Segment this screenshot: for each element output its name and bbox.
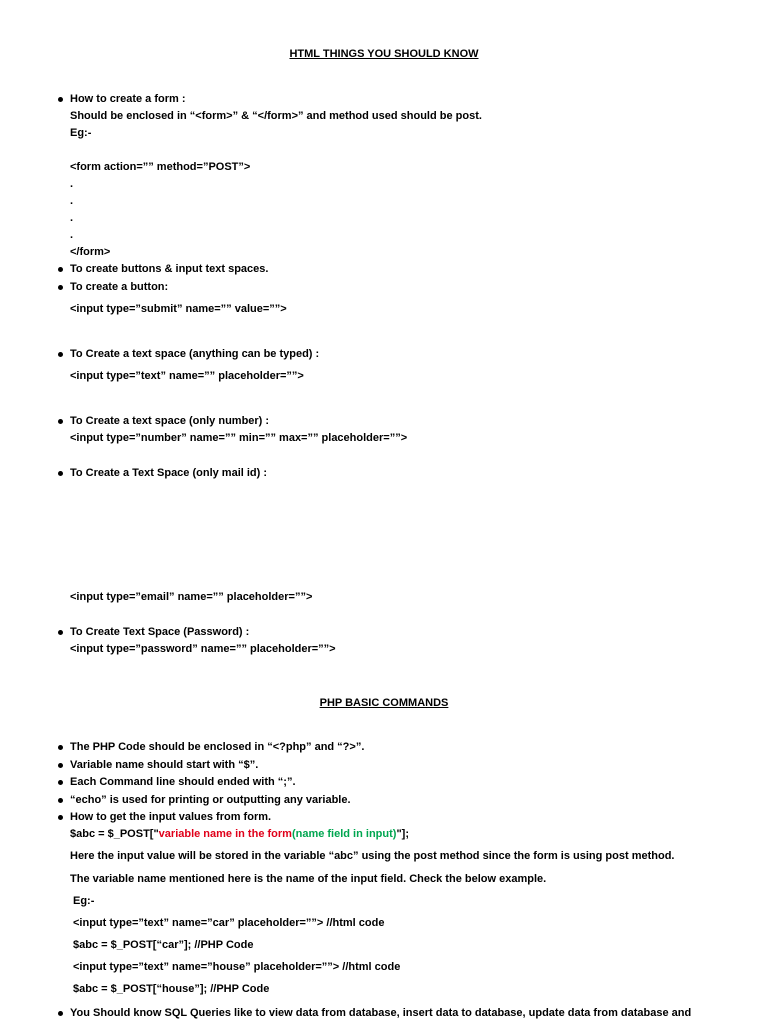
dot-line: . <box>70 212 74 224</box>
button-heading: To create a button: <box>70 281 169 293</box>
form-open-code: <form action=”” method=”POST”> <box>70 161 251 173</box>
post-syntax-line <box>70 828 409 841</box>
post-variable-name: variable name in the form <box>158 828 292 840</box>
password-code: <input type=”password” name=”” placeholder=””> <box>70 643 336 655</box>
bullet <box>58 763 63 768</box>
post-name-field: (name field in input) <box>291 828 397 840</box>
password-heading: To Create Text Space (Password) : <box>70 626 250 638</box>
bullet <box>58 97 63 102</box>
buttons-inputs-heading: To create buttons & input text spaces. <box>70 263 269 275</box>
eg-label: Eg:- <box>70 127 92 139</box>
form-desc: Should be enclosed in “<form>” & “</form>” and method used should be post. <box>70 110 482 122</box>
email-code: <input type=”email” name=”” placeholder=””> <box>70 591 313 603</box>
post-prefix: $abc = $_POST[" <box>70 828 159 840</box>
bullet <box>58 419 63 424</box>
dot-line: . <box>70 229 74 241</box>
bullet <box>58 745 63 750</box>
dot-line: . <box>70 178 74 190</box>
php-bullet-3: Each Command line should ended with “;”. <box>70 776 296 788</box>
php-bullet-1: The PHP Code should be enclosed in “<?php” and “?>”. <box>70 741 365 753</box>
bullet <box>58 471 63 476</box>
bullet <box>58 815 63 820</box>
bullet <box>58 352 63 357</box>
php-bullet-4: “echo” is used for printing or outputting any variable. <box>70 794 351 806</box>
post-suffix: "]; <box>396 828 409 840</box>
php-bullet-5: How to get the input values from form. <box>70 811 272 823</box>
bullet <box>58 267 63 272</box>
bullet <box>58 630 63 635</box>
title-php: PHP BASIC COMMANDS <box>319 697 449 709</box>
dot-line: . <box>70 195 74 207</box>
bullet <box>58 798 63 803</box>
bullet <box>58 285 63 290</box>
button-code: <input type=”submit” name=”” value=””> <box>70 303 287 315</box>
title-html: HTML THINGS YOU SHOULD KNOW <box>289 48 479 60</box>
example-html-car: <input type=”text” name=”car” placeholder=””> //html code <box>73 917 385 929</box>
example-html-house: <input type=”text” name=”house” placeholder=””> //html code <box>73 961 401 973</box>
text-heading: To Create a text space (anything can be typed) : <box>70 348 320 360</box>
example-php-car: $abc = $_POST[“car”]; //PHP Code <box>73 939 254 951</box>
php-bullet-2: Variable name should start with “$”. <box>70 759 259 771</box>
mail-heading: To Create a Text Space (only mail id) : <box>70 467 268 479</box>
form-heading: How to create a form : <box>70 93 186 105</box>
eg-label-2: Eg:- <box>73 895 95 907</box>
number-heading: To Create a text space (only number) : <box>70 415 270 427</box>
bullet <box>58 1011 63 1016</box>
explain-line-2: The variable name mentioned here is the name of the input field. Check the below example. <box>70 873 547 885</box>
example-php-house: $abc = $_POST[“house”]; //PHP Code <box>73 983 270 995</box>
form-close-code: </form> <box>70 246 111 258</box>
number-code: <input type=”number” name=”” min=”” max=”” placeholder=””> <box>70 432 408 444</box>
text-code: <input type=”text” name=”” placeholder=””> <box>70 370 304 382</box>
php-bullet-6: You Should know SQL Queries like to view data from database, insert data to database, update data from database and <box>70 1007 692 1019</box>
explain-line-1: Here the input value will be stored in the variable “abc” using the post method since the form is using post method. <box>70 850 675 862</box>
bullet <box>58 780 63 785</box>
